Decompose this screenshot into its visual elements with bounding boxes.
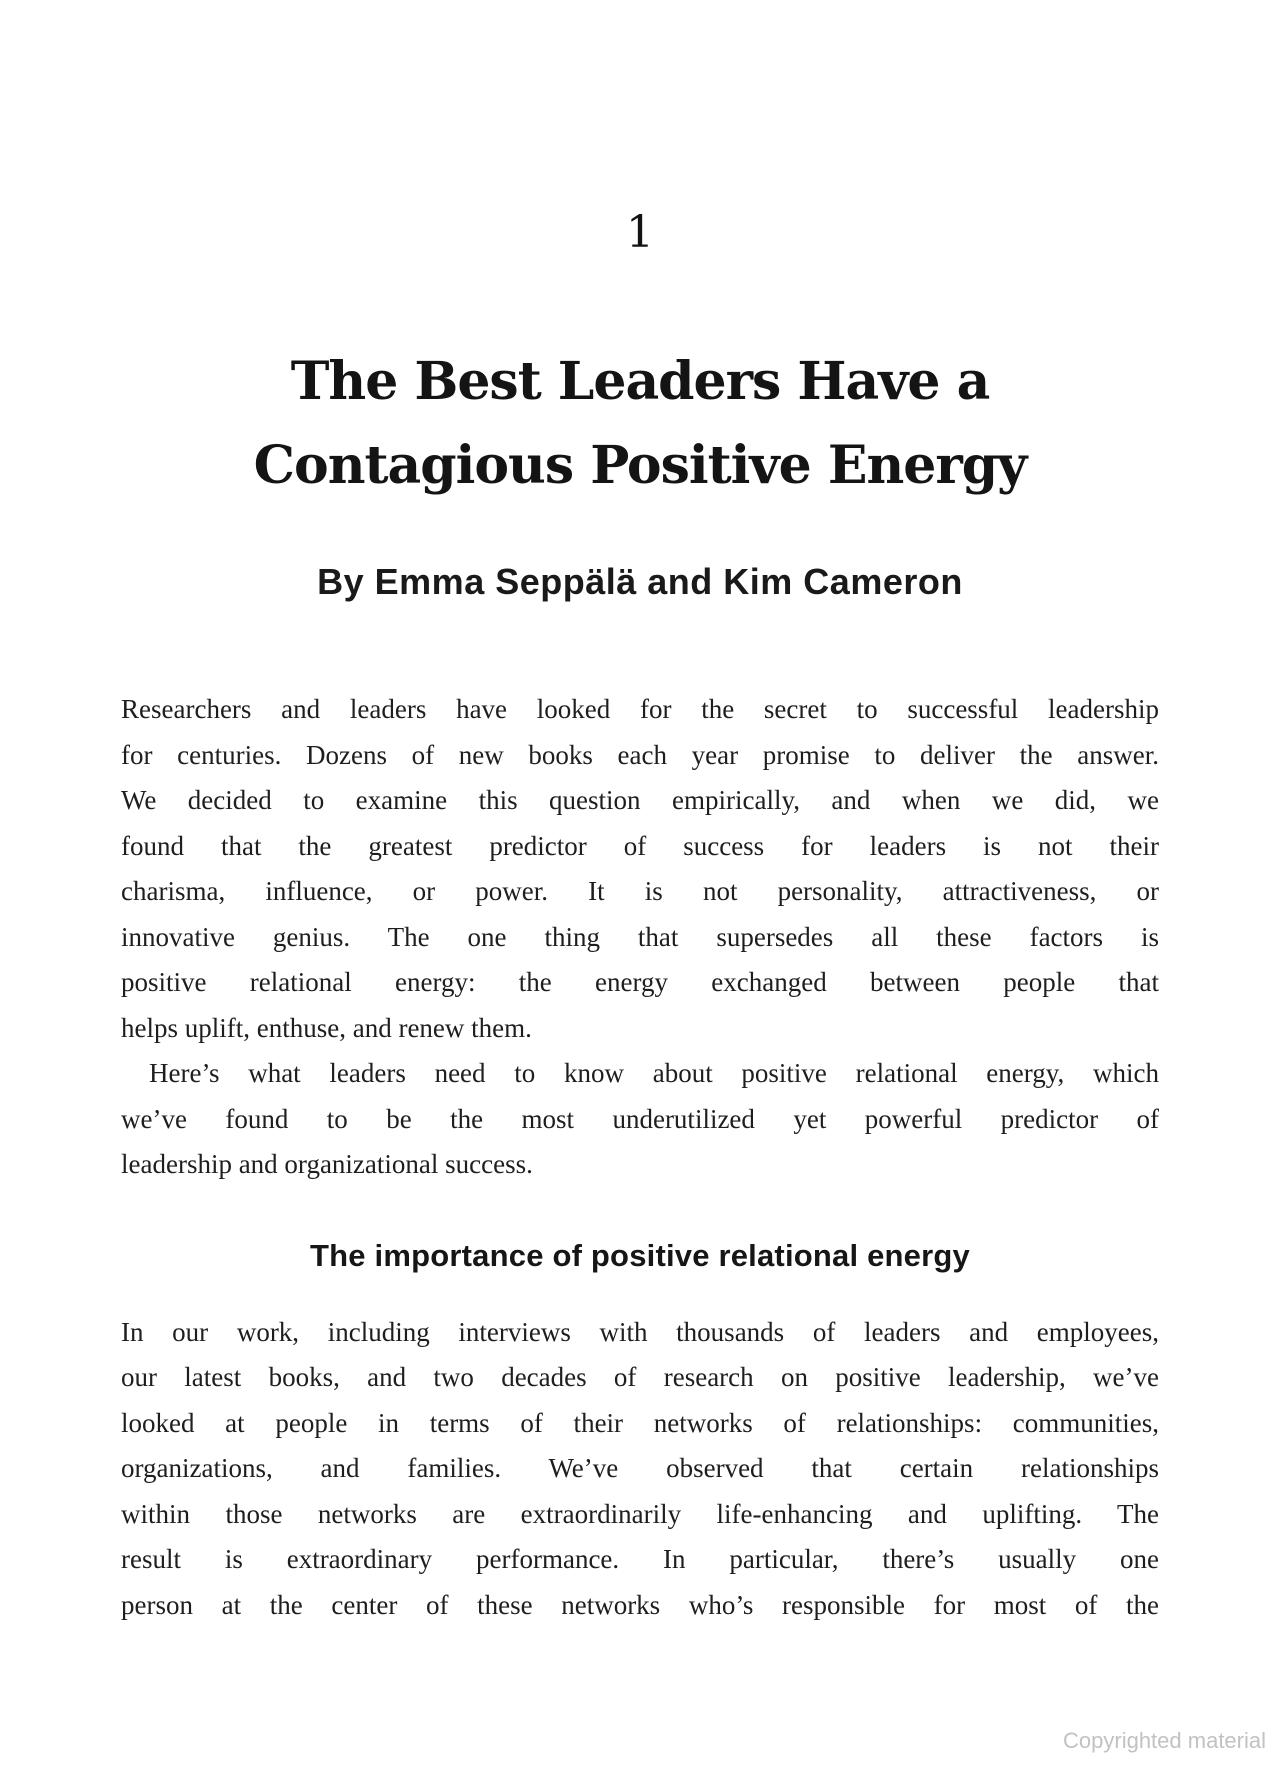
body-line: charisma, influence, or power. It is not personality, attractiveness, or: [121, 876, 1159, 906]
chapter-title: [121, 340, 1159, 508]
paragraph: [121, 1310, 1159, 1629]
paragraph: [121, 687, 1159, 1051]
body-line: our latest books, and two decades of research on positive leadership, we’ve: [121, 1362, 1159, 1392]
body-line: within those networks are extraordinarily life-enhancing and uplifting. The: [121, 1498, 1159, 1529]
body-line: We decided to examine this question empirically, and when we did, we: [121, 785, 1159, 815]
paragraph: [121, 1051, 1159, 1188]
body-line: organizations, and families. We’ve observed that certain relationships: [121, 1453, 1159, 1483]
chapter-title-line-2: Contagious Positive Energy: [253, 435, 1027, 496]
body-line: positive relational energy: the energy exchanged between people that: [121, 967, 1159, 997]
body-line: Here’s what leaders need to know about positive relational energy, which: [149, 1058, 1159, 1088]
copyright-watermark: Copyrighted material: [1063, 1728, 1266, 1753]
body-line: found that the greatest predictor of success for leaders is not their: [121, 830, 1159, 861]
body-line: looked at people in terms of their networks of relationships: communities,: [121, 1407, 1159, 1438]
body-line: for centuries. Dozens of new books each year promise to deliver the answer.: [121, 739, 1159, 770]
section-heading: The importance of positive relational energy: [310, 1237, 970, 1273]
body-line: helps uplift, enthuse, and renew them.: [121, 1012, 532, 1043]
body-line: innovative genius. The one thing that supersedes all these factors is: [121, 921, 1159, 952]
body-line: leadership and organizational success.: [121, 1149, 533, 1179]
chapter-title-line-1: The Best Leaders Have a: [290, 351, 990, 412]
byline: By Emma Seppälä and Kim Cameron: [317, 561, 963, 602]
body-line: Researchers and leaders have looked for the secret to successful leadership: [121, 694, 1159, 724]
chapter-number: 1: [626, 207, 654, 258]
body-line: person at the center of these networks who’s responsible for most of the: [121, 1589, 1159, 1620]
text-block: [121, 0, 1159, 1628]
body-line: In our work, including interviews with thousands of leaders and employees,: [121, 1316, 1159, 1347]
body-line: we’ve found to be the most underutilized yet powerful predictor of: [121, 1103, 1159, 1134]
body-line: result is extraordinary performance. In particular, there’s usually one: [121, 1544, 1159, 1574]
article-body: [121, 687, 1159, 1628]
